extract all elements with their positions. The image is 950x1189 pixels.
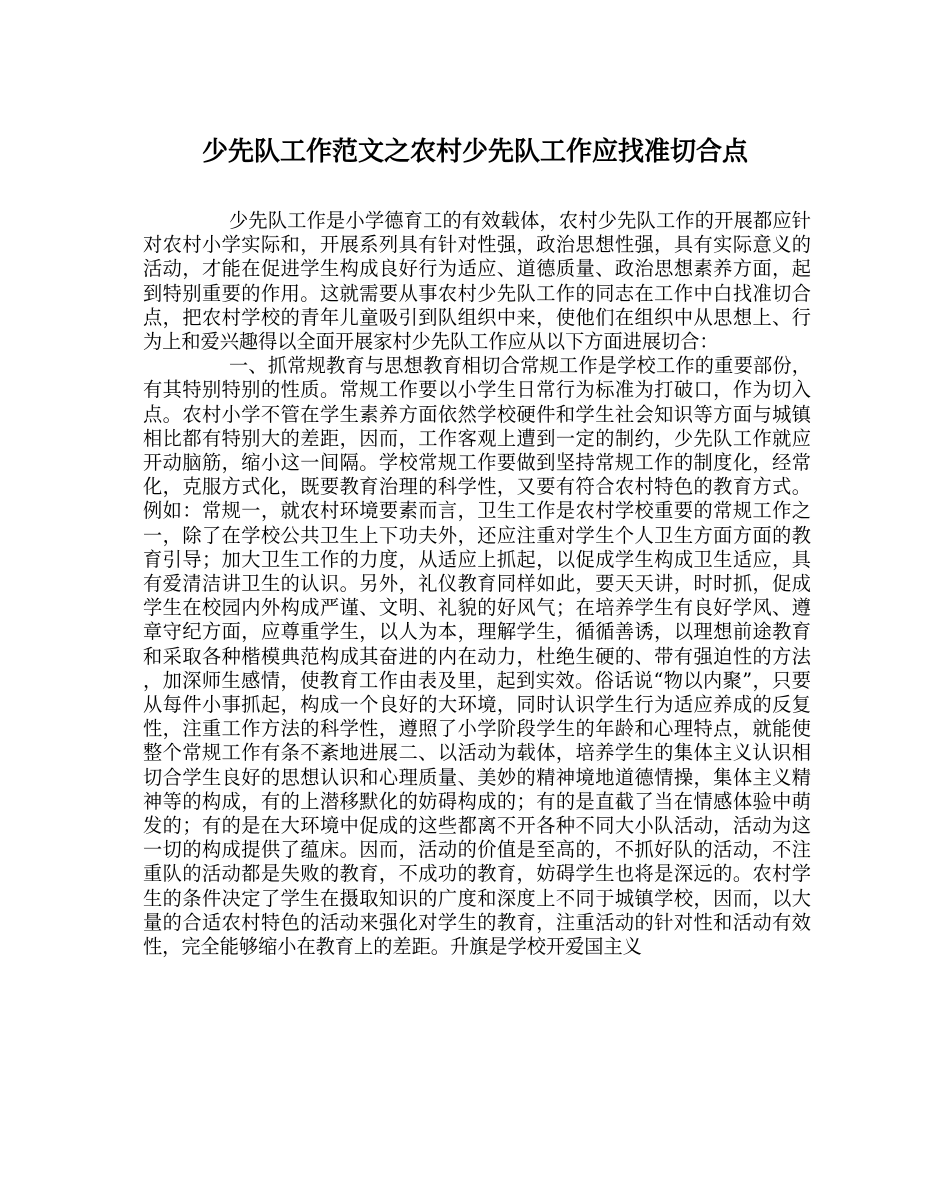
paragraph-section-one: 一、抓常规教育与思想教育相切合常规工作是学校工作的重要部份，有其特别特别的性质。常规工作要以小学生日常行为标准为打破口，作为切入点。农村小学不管在学生素养方面依然学校硬件和学生社会知识等方面与城镇相比都有特别大的差距，因而，工作客观上遭到一定的制约，少先队工作就应开动脑筋，缩小这一间隔。学校常规工作要做到坚持常规工作的制度化，经常化，克服方式化，既要教育治理的科学性，又要有符合农村特色的教育方式。例如：常规一，就农村环境要素而言，卫生工作是农村学校重要的常规工作之一，除了在学校公共卫生上下功夫外，还应注重对学生个人卫生方面方面的教育引导；加大卫生工作的力度，从适应上抓起，以促成学生构成卫生适应，具有爱清洁讲卫生的认识。另外，礼仪教育同样如此，要天天讲，时时抓，促成学生在校园内外构成严谨、文明、礼貌的好风气；在培养学生有良好学风、遵章守纪方面，应尊重学生，以人为本，理解学生，循循善诱，以理想前途教育和采取各种楷模典范构成其奋进的内在动力，杜绝生硬的、带有强迫性的方法，加深师生感情，使教育工作由表及里，起到实效。俗话说“物以内聚”，只要从每件小事抓起，构成一个良好的大环境，同时认识学生行为适应养成的反复性，注重工作方法的科学性，遵照了小学阶段学生的年龄和心理特点，就能使整个常规工作有条不紊地进展二、以活动为载体，培养学生的集体主义认识相切合学生良好的思想认识和心理质量、美妙的精神境地道德情操，集体主义精神等的构成，有的上潜移默化的妨碍构成的；有的是直截了当在情感体验中萌发的；有的是在大环境中促成的这些都离不开各种不同大小队活动，活动为这一切的构成提供了蕴床。因而，活动的价值是至高的，不抓好队的活动，不注重队的活动都是失败的教育，不成功的教育，妨碍学生也将是深远的。农村学生的条件决定了学生在摄取知识的广度和深度上不同于城镇学校，因而，以大量的合适农村特色的活动来强化对学生的教育，注重活动的针对性和活动有效性，完全能够缩小在教育上的差距。升旗是学校开爱国主义 (143, 354, 811, 959)
paragraph-intro: 少先队工作是小学德育工的有效载体，农村少先队工作的开展都应针对农村小学实际和，开展系列具有针对性强，政治思想性强，具有实际意义的活动，才能在促进学生构成良好行为适应、道德质量、政治思想素养方面，起到特别重要的作用。这就需要从事农村少先队工作的同志在工作中白找准切合点，把农村学校的青年儿童吸引到队组织中来，使他们在组织中从思想上、行为上和爱兴趣得以全面开展家村少先队工作应从以下方面进展切合： (143, 209, 811, 354)
document-body (143, 209, 811, 959)
document-title: 少先队工作范文之农村少先队工作应找准切合点 (201, 137, 748, 167)
